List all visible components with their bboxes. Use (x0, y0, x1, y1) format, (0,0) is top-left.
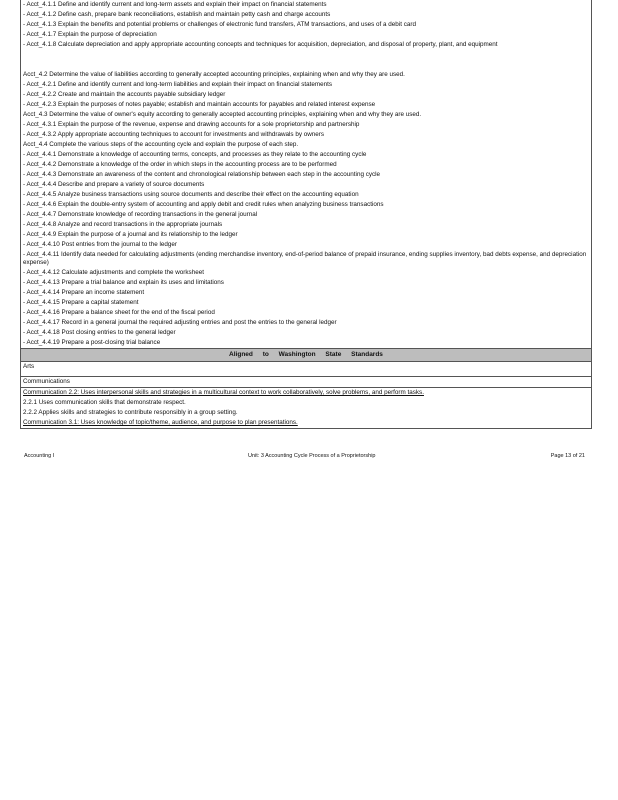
arts-section (21, 362, 591, 377)
outcome-line: - Acct_4.4.9 Explain the purpose of a journal and its relationship to the ledger (23, 231, 238, 238)
outcome-line: - Acct_4.2.3 Explain the purposes of notes payable; establish and maintain accounts for payables and related interest expense (23, 101, 376, 108)
outcome-line: - Acct_4.4.16 Prepare a balance sheet for the end of the fiscal period (23, 309, 215, 316)
standard-line: Communication 3.1: Uses knowledge of topic/theme, audience, and purpose to plan presentations. (23, 419, 298, 426)
standards-header-word: Aligned (229, 351, 253, 358)
outcome-line: - Acct_4.1.8 Calculate depreciation and apply appropriate accounting concepts and techniques for acquisition, depreciation, and disposal of property, plant, and equipment (23, 41, 498, 48)
standards-header (21, 348, 591, 362)
outcome-line: - Acct_4.4.6 Explain the double-entry system of accounting and apply debit and credit rules when analyzing business transactions (23, 201, 384, 208)
outcome-line: - Acct_4.4.17 Record in a general journal the required adjusting entries and post the entries to the general ledger (23, 319, 337, 326)
standard-line: 2.2.1 Uses communication skills that demonstrate respect. (23, 399, 186, 406)
outcome-line: - Acct_4.1.3 Explain the benefits and potential problems or challenges of electronic fund transfers, ATM transactions, and uses of a debit card (23, 21, 416, 28)
outcome-line: - Acct_4.4.12 Calculate adjustments and complete the worksheet (23, 269, 204, 276)
outcome-line: - Acct_4.2.1 Define and identify current and long-term liabilities and explain their impact on financial statements (23, 81, 333, 88)
communications-label: Communications (23, 378, 70, 385)
outcome-line: - Acct_4.4.2 Demonstrate a knowledge of the order in which steps in the accounting process are to be performed (23, 161, 337, 168)
outcome-line: - Acct_4.3.2 Apply appropriate accounting techniques to account for investments and withdrawals by owners (23, 131, 325, 138)
standards-header-word: Standards (351, 351, 383, 358)
outcome-line: - Acct_4.4.4 Describe and prepare a variety of source documents (23, 181, 205, 188)
footer-course: Accounting I (24, 453, 55, 459)
outcome-line: - Acct_4.4.19 Prepare a post-closing trial balance (23, 339, 161, 346)
standards-header-word: State (325, 351, 342, 358)
outcome-line: Acct_4.4 Complete the various steps of the accounting cycle and explain the purpose of each step. (23, 141, 299, 148)
outcome-line: - Acct_4.4.8 Analyze and record transactions in the appropriate journals (23, 221, 223, 228)
standards-header-word: Washington (278, 351, 316, 358)
arts-label: Arts (23, 363, 35, 370)
footer-page-number: Page 13 of 21 (550, 453, 585, 459)
outcome-line: - Acct_4.4.14 Prepare an income statement (23, 289, 145, 296)
outcome-line: - Acct_4.4.15 Prepare a capital statement (23, 299, 139, 306)
outcome-line: - Acct_4.4.5 Analyze business transactions using source documents and describe their effect on the accounting equation (23, 191, 359, 198)
footer-unit: Unit: 3 Accounting Cycle Process of a Proprietorship (248, 453, 376, 459)
spacer (21, 50, 591, 70)
outcome-line: Acct_4.2 Determine the value of liabilities according to generally accepted accounting principles, explaining when and why they are used. (23, 71, 405, 78)
outcomes-box (20, 0, 592, 429)
outcome-line: - Acct_4.4.13 Prepare a trial balance and explain its uses and limitations (23, 279, 224, 286)
outcome-line: - Acct_4.4.11 Identify data needed for calculating adjustments (ending merchandise inventory, end-of-period balance of prepaid insurance, ending supplies inventory, bad debts expense, and depreciation expense) (23, 251, 587, 266)
outcome-line: - Acct_4.3.1 Explain the purpose of the revenue, expense and drawing accounts for a sole proprietorship and partnership (23, 121, 360, 128)
outcome-line: - Acct_4.4.10 Post entries from the journal to the ledger (23, 241, 178, 248)
document-page (20, 0, 592, 429)
outcome-line: - Acct_4.4.7 Demonstrate knowledge of recording transactions in the general journal (23, 211, 258, 218)
outcome-line: - Acct_4.1.7 Explain the purpose of depreciation (23, 31, 157, 38)
outcome-line: - Acct_4.2.2 Create and maintain the accounts payable subsidiary ledger (23, 91, 226, 98)
communications-section (21, 377, 591, 388)
outcome-line: - Acct_4.4.1 Demonstrate a knowledge of accounting terms, concepts, and processes as they relate to the accounting cycle (23, 151, 367, 158)
outcome-line: - Acct_4.1.1 Define and identify current and long-term assets and explain their impact on financial statements (23, 1, 327, 8)
outcome-line: Acct_4.3 Determine the value of owner's equity according to generally accepted accounting principles, explaining when and why they are used. (23, 111, 422, 118)
outcome-line: - Acct_4.4.18 Post closing entries to the general ledger (23, 329, 176, 336)
standard-line: 2.2.2 Applies skills and strategies to contribute responsibly in a group setting. (23, 409, 238, 416)
outcome-line: - Acct_4.1.2 Define cash, prepare bank reconciliations, establish and maintain petty cash and charge accounts (23, 11, 331, 18)
outcome-line: - Acct_4.4.3 Demonstrate an awareness of the content and chronological relationship between each step in the accounting cycle (23, 171, 381, 178)
standard-line: Communication 2.2: Uses interpersonal skills and strategies in a multicultural context to work collaboratively, solve problems, and perform tasks. (23, 389, 424, 396)
standards-header-word: to (262, 351, 269, 358)
